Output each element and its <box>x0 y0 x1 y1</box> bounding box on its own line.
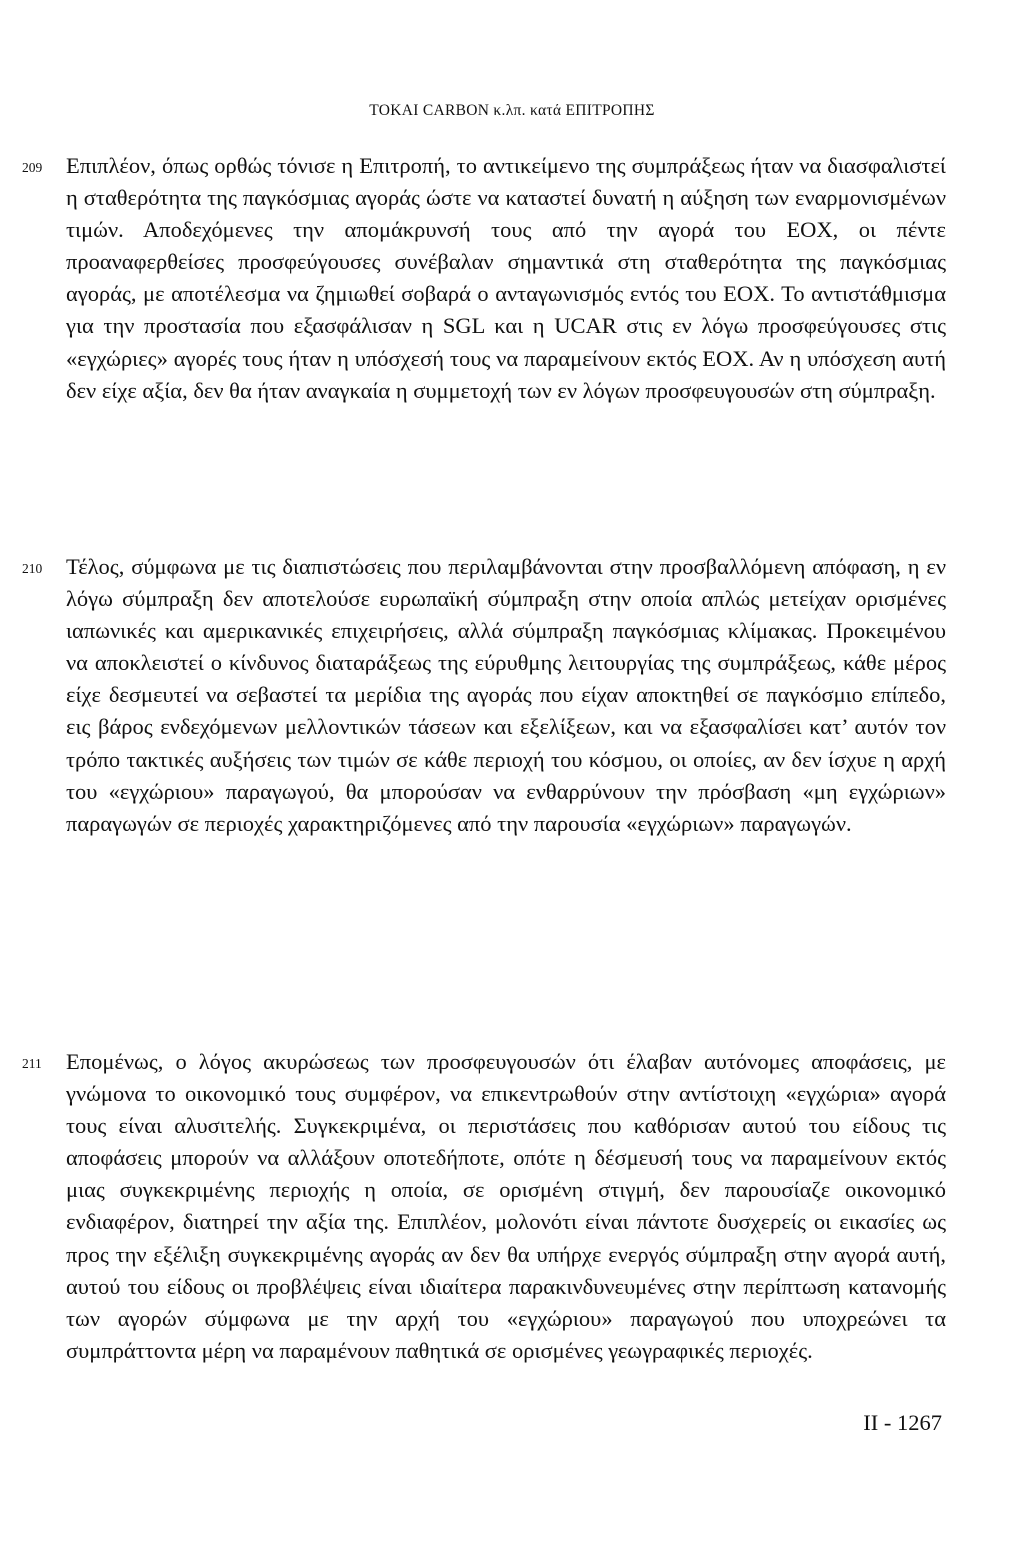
paragraph-text: Τέλος, σύμφωνα με τις διαπιστώσεις που περιλαμβάνονται στην προσβαλλόμενη απόφαση, η εν λόγω σύμπραξη δεν αποτελούσε ευρωπαϊκή σύμπραξη στην οποία απλώς μετείχαν ορισμένες ιαπωνικές και αμερικανικές επιχειρήσεις, αλλά σύμπραξη παγκόσμιας κλίμακας. Προκειμένου να αποκλειστεί ο κίνδυνος διαταράξεως της εύρυθμης λειτουργίας της συμπράξεως, κάθε μέρος είχε δεσμευτεί να σεβαστεί τα μερίδια της αγοράς που είχαν αποκτηθεί σε παγκόσμιο επίπεδο, εις βάρος ενδεχόμενων μελλοντικών τάσεων και εξελίξεων, και να εξασφαλίσει κατ’ αυτόν τον τρόπο τακτικές αυξήσεις των τιμών σε κάθε περιοχή του κόσμου, οι οποίες, αν δεν ίσχυε η αρχή του «εγχώριου» παραγωγού, θα μπορούσαν να ενθαρρύνουν την πρόσβαση «μη εγχώριων» παραγωγών σε περιοχές χαρακτηριζόμενες από την παρουσία «εγχώριων» παραγωγών. <box>66 554 946 836</box>
paragraph-text: Επομένως, ο λόγος ακυρώσεως των προσφευγουσών ότι έλαβαν αυτόνομες αποφάσεις, με γνώμονα το οικονομικό τους συμφέρον, να επικεντρωθούν στην αντίστοιχη «εγχώρια» αγορά τους είναι αλυσιτελής. Συγκεκριμένα, οι περιστάσεις που καθόρισαν αυτού του είδους τις αποφάσεις μπορούν να αλλάξουν οποτεδήποτε, οπότε η δέσμευσή τους να παραμείνουν εκτός μιας συγκεκριμένης περιοχής η οποία, σε ορισμένη στιγμή, δεν παρουσίαζε οικονομικό ενδιαφέρον, διατηρεί την αξία της. Επιπλέον, μολονότι είναι πάντοτε δυσχερείς οι εικασίες ως προς την εξέλιξη συγκεκριμένης αγοράς αν δεν θα υπήρχε ενεργός σύμπραξη στην αγορά αυτή, αυτού του είδους οι προβλέψεις είναι ιδιαίτερα παρακινδυνευμένες στην περίπτωση κατανομής των αγορών σύμφωνα με την αρχή του «εγχώριου» παραγωγού που υποχρεώνει τα συμπράττοντα μέρη να παραμένουν παθητικά σε ορισμένες γεωγραφικές περιοχές. <box>66 1049 946 1363</box>
paragraph-209 <box>22 150 946 407</box>
page-number: II - 1267 <box>863 1410 942 1435</box>
paragraph-number: 211 <box>22 1056 42 1071</box>
paragraph-number: 210 <box>22 561 43 576</box>
running-header: TOKAI CARBON κ.λπ. κατά ΕΠΙΤΡΟΠΗΣ <box>369 102 655 119</box>
paragraph-210 <box>22 551 946 840</box>
paragraph-211 <box>22 1046 946 1367</box>
paragraph-number: 209 <box>22 160 43 175</box>
paragraph-text: Επιπλέον, όπως ορθώς τόνισε η Επιτροπή, το αντικείμενο της συμπράξεως ήταν να διασφαλιστεί η σταθερότητα της παγκόσμιας αγοράς ώστε να καταστεί δυνατή η αύξηση των εναρμονισμένων τιμών. Αποδεχόμενες την απομάκρυνσή τους από την αγορά του ΕΟΧ, οι πέντε προαναφερθείσες προσφεύγουσες συνέβαλαν σημαντικά στη σταθερότητα της παγκόσμιας αγοράς, με αποτέλεσμα να ζημιωθεί σοβαρά ο ανταγωνισμός εντός του ΕΟΧ. Το αντιστάθμισμα για την προστασία που εξασφάλισαν η SGL και η UCAR στις εν λόγω προσφεύγουσες στις «εγχώριες» αγορές τους ήταν η υπόσχεσή τους να παραμείνουν εκτός ΕΟΧ. Αν η υπόσχεση αυτή δεν είχε αξία, δεν θα ήταν αναγκαία η συμμετοχή των εν λόγων προσφευγουσών στη σύμπραξη. <box>66 153 946 403</box>
